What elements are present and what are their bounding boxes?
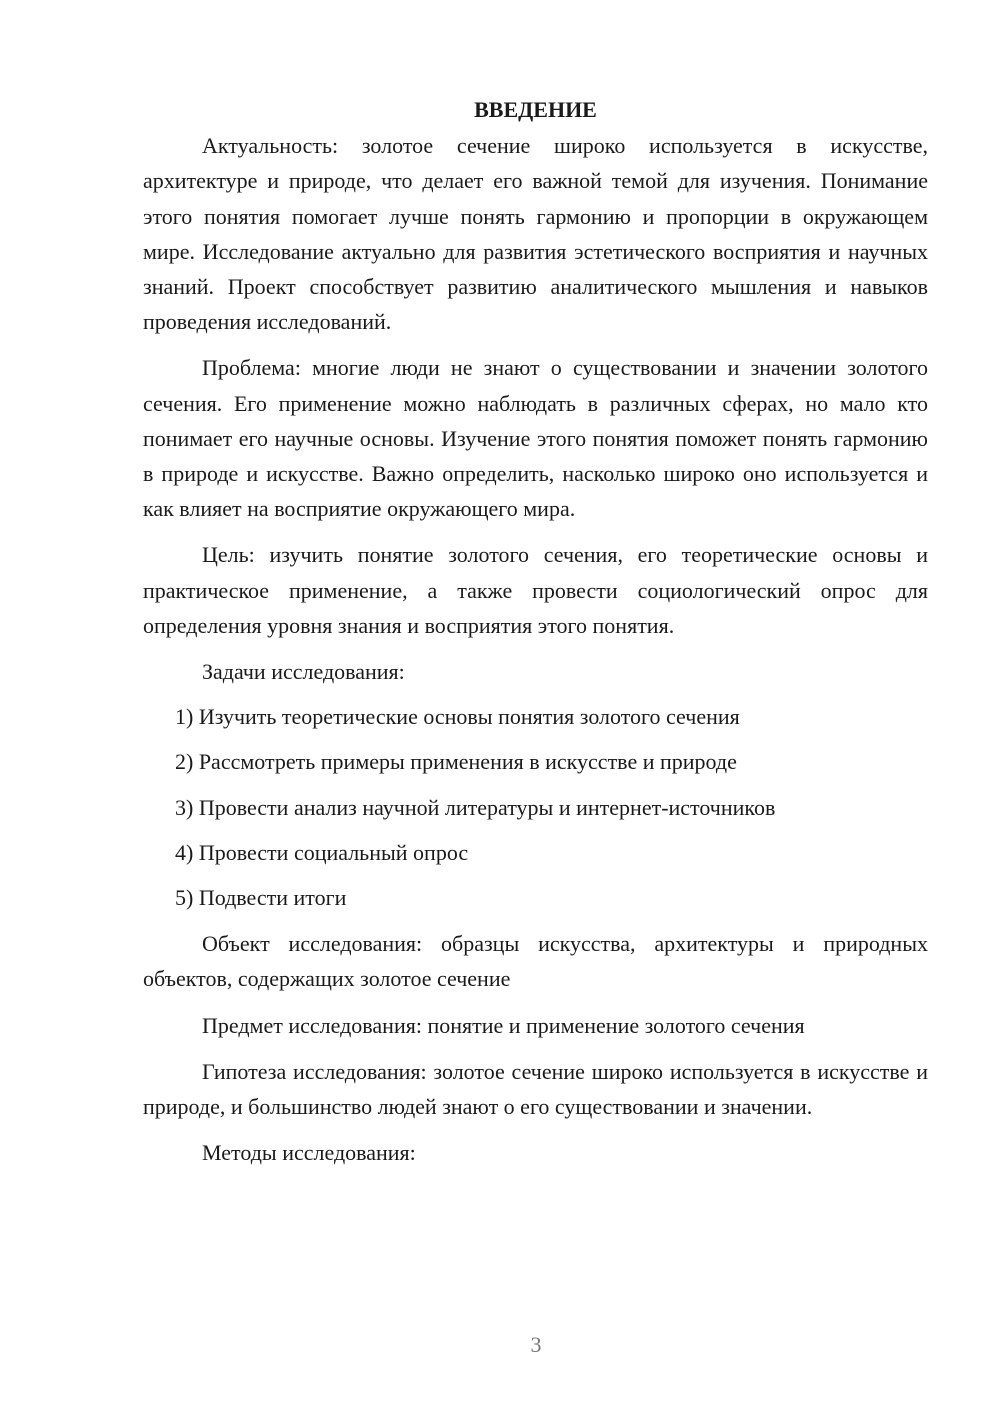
page-body [143,92,928,1170]
page-number: 3 [530,1332,542,1357]
list-item: 4) Провести социальный опрос [175,839,469,865]
paragraph-goal: Цель: изучить понятие золотого сечения, его теоретические основы и практическое применение, а также провести социологический опрос для определения уровня знания и восприятия этого понятия. [143,542,928,638]
paragraph-relevance: Актуальность: золотое сечение широко используется в искусстве, архитектуре и природе, что делает его важной темой для изучения. Понимание этого понятия помогает лучше понять гармонию и пропорции в окружающем мире. Исследование актуально для развития эстетического восприятия и научных знаний. Проект способствует развитию аналитического мышления и навыков проведения исследований. [143,133,928,335]
list-item: 5) Подвести итоги [175,885,347,911]
paragraph-problem: Проблема: многие люди не знают о существовании и значении золотого сечения. Его применение можно наблюдать в различных сферах, но мало кто понимает его научные основы. Изучение этого понятия поможет понять гармонию в природе и искусстве. Важно определить, насколько широко оно используется и как влияет на восприятие окружающего мира. [143,355,928,522]
list-item: 3) Провести анализ научной литературы и интернет-источников [175,794,776,820]
paragraph-hypothesis: Гипотеза исследования: золотое сечение широко используется в искусстве и природе, и большинство людей знают о его существовании и значении. [143,1058,928,1120]
paragraph-subject: Предмет исследования: понятие и применение золотого сечения [202,1012,805,1038]
section-heading: ВВЕДЕНИЕ [474,97,597,122]
paragraph-object: Объект исследования: образцы искусства, архитектуры и природных объектов, содержащих золотое сечение [143,931,928,992]
list-item: 1) Изучить теоретические основы понятия золотого сечения [175,704,740,730]
tasks-title: Задачи исследования: [202,659,405,685]
list-item: 2) Рассмотреть примеры применения в искусстве и природе [175,749,737,775]
tasks-list [143,699,928,915]
methods-title: Методы исследования: [202,1140,416,1166]
